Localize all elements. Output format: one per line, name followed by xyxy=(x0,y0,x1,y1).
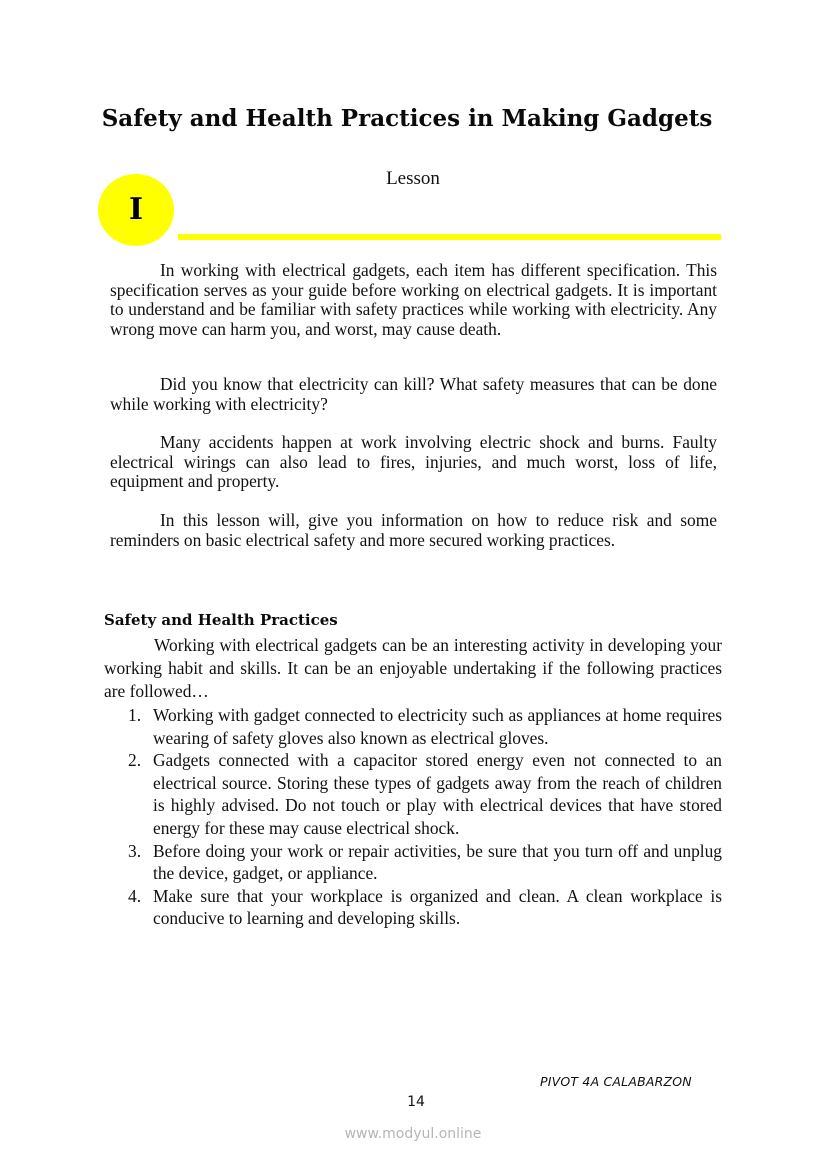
list-item-number: 1. xyxy=(128,705,142,725)
section-intro: Working with electrical gadgets can be an interesting activity in developing your working habit and skills. It can be an enjoyable undertaking if the following practices are followed… xyxy=(104,635,722,701)
list-item xyxy=(128,749,722,839)
header-divider-bar xyxy=(178,234,721,240)
list-item xyxy=(128,840,722,885)
intro-paragraph: Did you know that electricity can kill? What safety measures that can be done while working with electricity? xyxy=(110,374,717,414)
watermark-link[interactable]: www.modyul.online xyxy=(344,1126,482,1142)
footer-brand: PIVOT 4A CALABARZON xyxy=(540,1074,692,1089)
intro-paragraph: Many accidents happen at work involving electric shock and burns. Faulty electrical wirings can also lead to fires, injuries, and much worst, loss of life, equipment and property. xyxy=(110,432,717,491)
section-heading: Safety and Health Practices xyxy=(104,611,338,629)
page-number: 14 xyxy=(407,1094,425,1110)
list-item xyxy=(128,704,722,749)
list-item-number: 2. xyxy=(128,750,142,771)
list-item-number: 4. xyxy=(128,885,142,906)
lesson-badge-circle xyxy=(98,174,174,246)
list-item-text: Gadgets connected with a capacitor stored energy even not connected to an electrical source. Storing these types of gadgets away from the reach of children is highly advised. Do not touch or play with electrical devices that have stored energy for these may cause electrical shock. xyxy=(153,750,722,838)
intro-paragraph: In this lesson will, give you information on how to reduce risk and some reminders on basic electrical safety and more secured working practices. xyxy=(110,510,717,550)
practices-list xyxy=(128,704,722,930)
list-item-number: 3. xyxy=(128,840,142,861)
lesson-label: Lesson xyxy=(386,168,440,189)
list-item-text: Before doing your work or repair activities, be sure that you turn off and unplug the device, gadget, or appliance. xyxy=(153,840,722,884)
list-item xyxy=(128,885,722,930)
list-item-text: Make sure that your workplace is organized and clean. A clean workplace is conducive to learning and developing skills. xyxy=(153,885,722,929)
lesson-badge-letter: I xyxy=(128,192,144,227)
list-item-text: Working with gadget connected to electricity such as appliances at home requires wearing of safety gloves also known as electrical gloves. xyxy=(153,705,722,748)
intro-paragraph: In working with electrical gadgets, each item has different specification. This specification serves as your guide before working on electrical gadgets. It is important to understand and be familiar with safety practices while working with electricity. Any wrong move can harm you, and worst, may cause death. xyxy=(110,260,717,339)
page-title: Safety and Health Practices in Making Gadgets xyxy=(101,105,713,132)
